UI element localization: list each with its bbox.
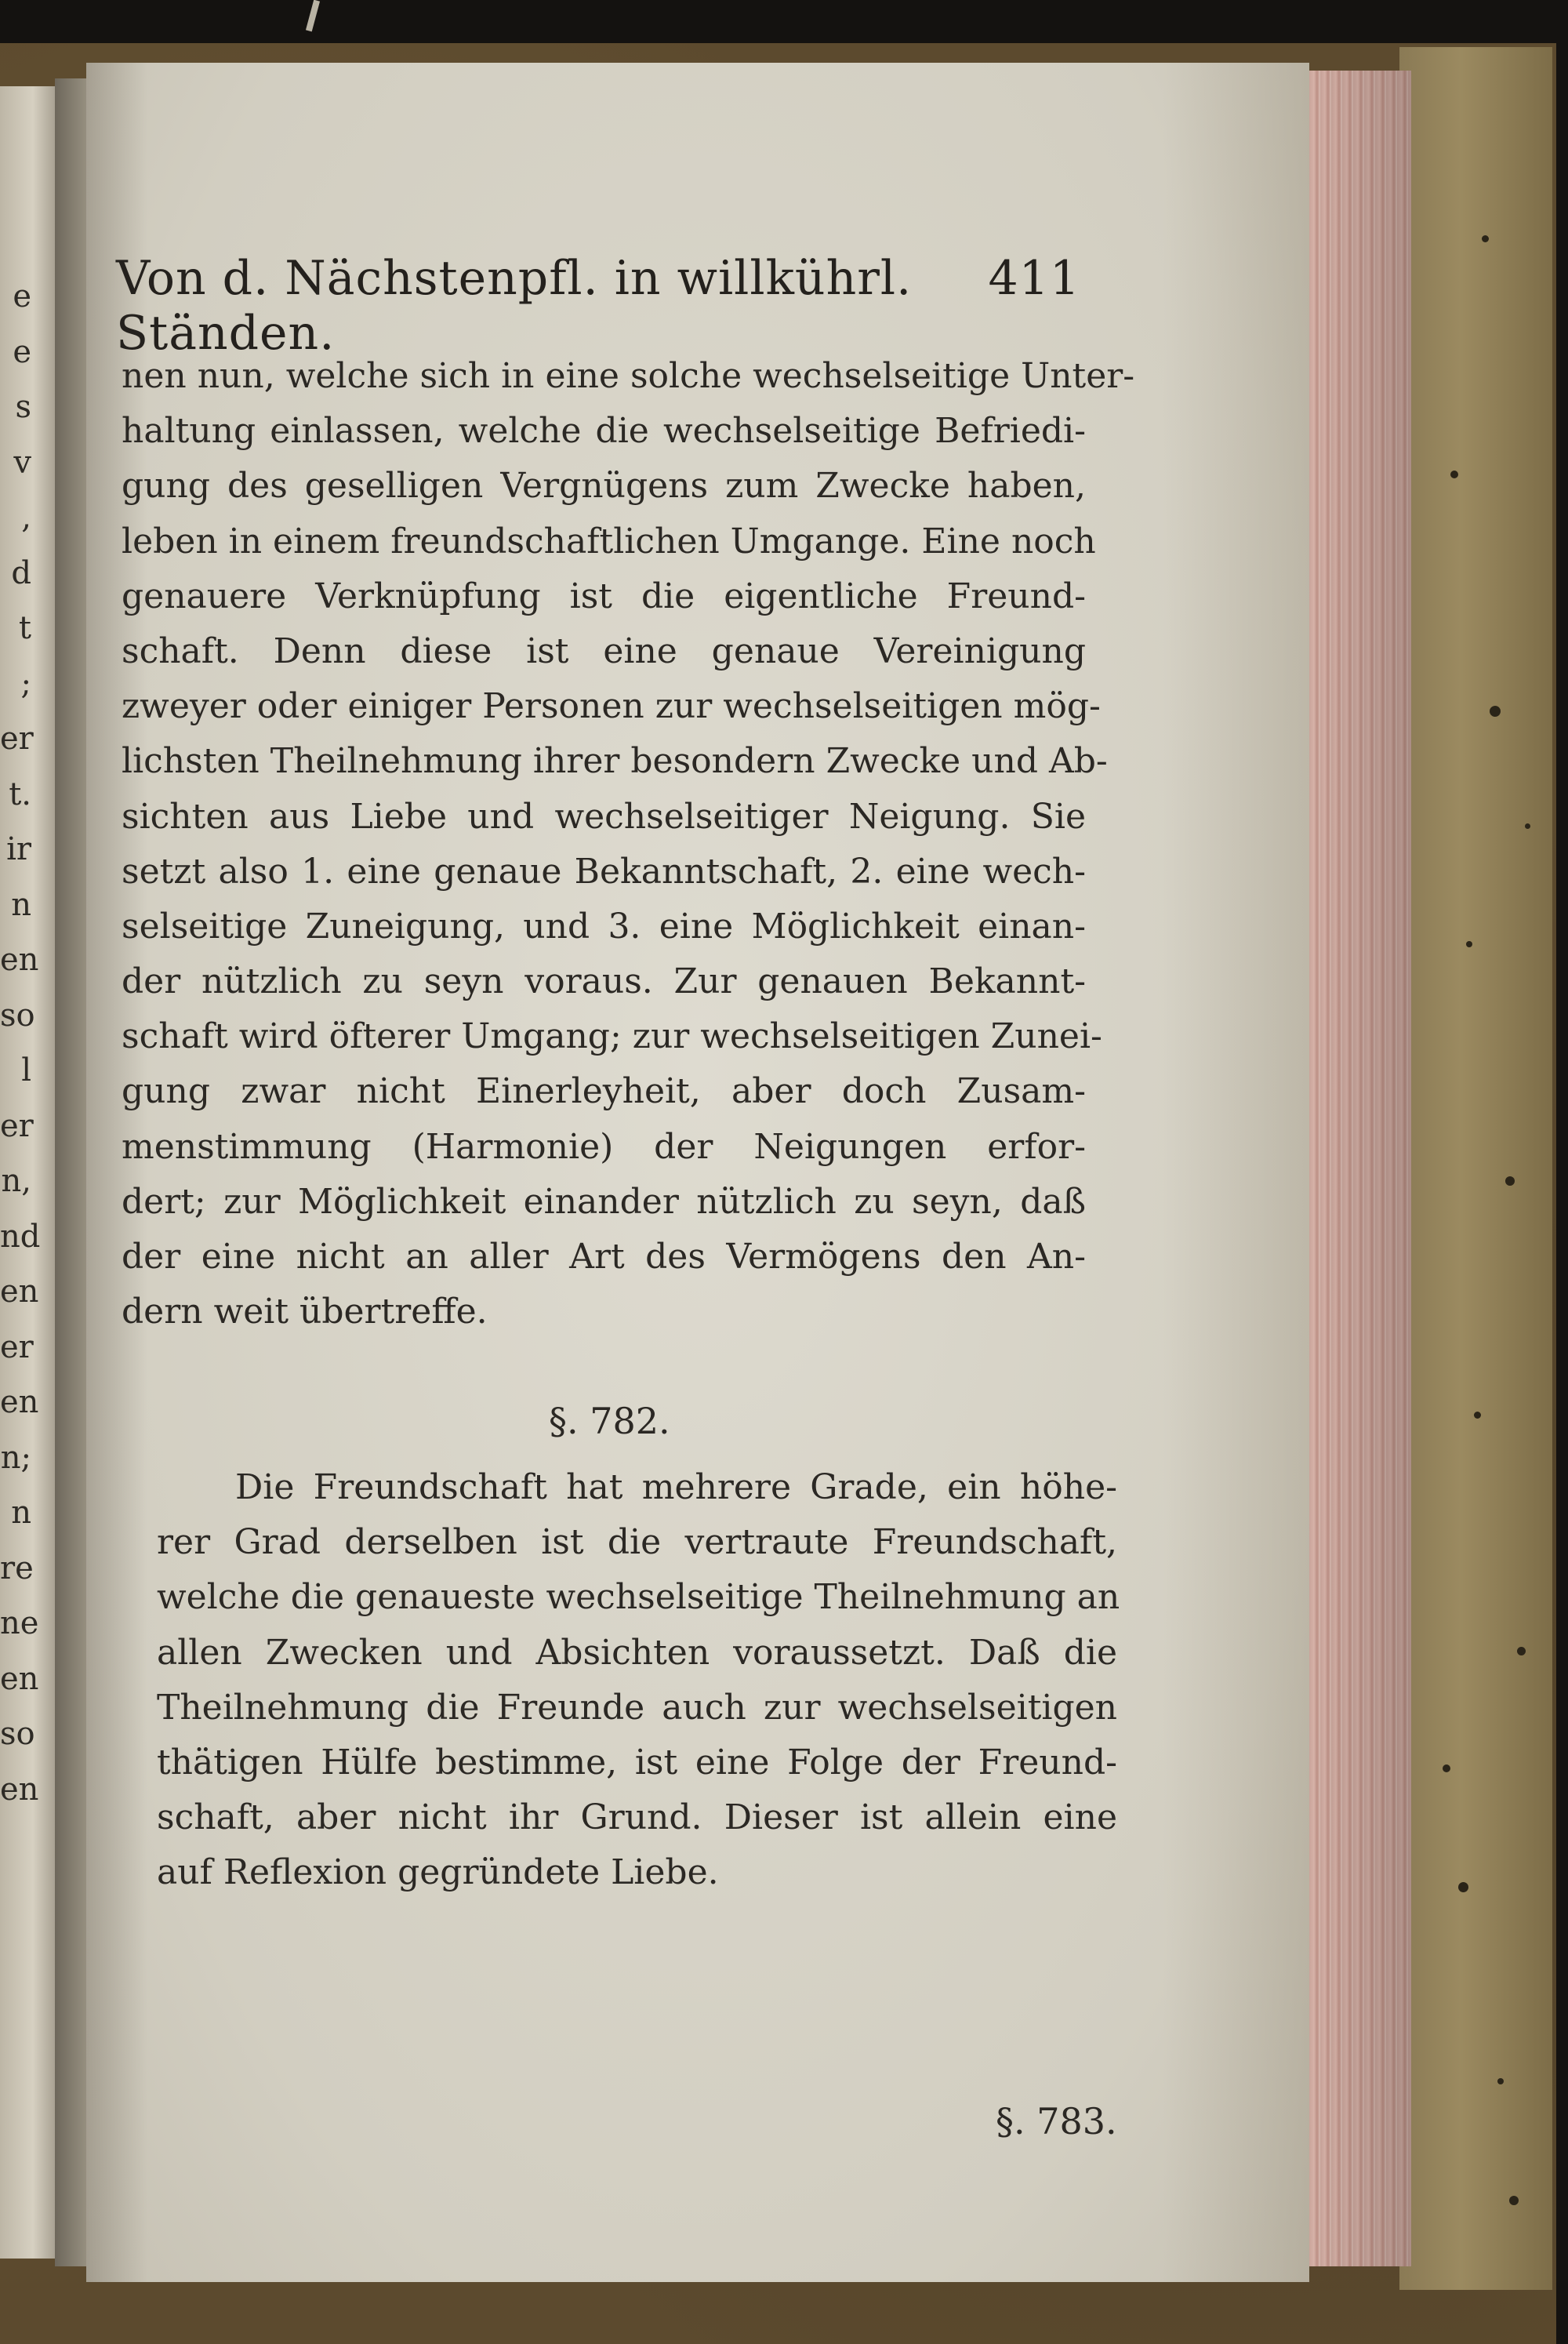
previous-page-text-fragment: nd: [0, 1218, 41, 1255]
text-line: der eine nicht an aller Art des Vermögens den An-: [122, 1237, 1086, 1277]
board-speck: [1505, 1176, 1515, 1186]
board-speck: [1497, 2078, 1504, 2084]
board-speck: [1482, 235, 1489, 242]
previous-page-text-fragment: n;: [0, 1439, 31, 1476]
previous-page-text-fragment: e: [13, 278, 31, 314]
previous-page-edge: [0, 86, 55, 2259]
text-line: genauere Verknüpfung ist die eigentliche Freund-: [122, 576, 1086, 616]
text-line: haltung einlassen, welche die wechselseitige Befriedi-: [122, 411, 1086, 452]
text-line: sichten aus Liebe und wechselseitiger Neigung. Sie: [122, 796, 1086, 837]
board-speck: [1458, 1882, 1468, 1892]
board-speck: [1517, 1647, 1526, 1655]
board-speck: [1474, 1412, 1481, 1419]
previous-page-text-fragment: en: [0, 1384, 39, 1420]
previous-page-text-fragment: t: [18, 610, 31, 646]
previous-page-text-fragment: v: [13, 444, 31, 481]
text-line: schaft wird öfterer Umgang; zur wechselseitigen Zunei-: [122, 1016, 1102, 1057]
previous-page-text-fragment: l: [21, 1052, 31, 1088]
text-line: schaft, aber nicht ihr Grund. Dieser ist allein eine: [157, 1797, 1117, 1838]
previous-page-text-fragment: en: [0, 1274, 39, 1310]
previous-page-text-fragment: en: [0, 1771, 39, 1808]
running-head-title: Von d. Nächstenpfl. in willkührl. Ständen.: [116, 251, 913, 361]
previous-page-text-fragment: ir: [6, 831, 31, 867]
text-line: zweyer oder einiger Personen zur wechselseitigen mög-: [122, 686, 1101, 727]
text-line: Die Freundschaft hat mehrere Grade, ein höhe-: [235, 1467, 1117, 1507]
previous-page-text-fragment: t.: [9, 776, 31, 812]
previous-page-text-fragment: er: [0, 721, 34, 757]
text-line: setzt also 1. eine genaue Bekanntschaft, 2. eine wech-: [122, 851, 1086, 892]
previous-page-text-fragment: so: [0, 997, 35, 1034]
previous-page-text-fragment: en: [0, 942, 39, 978]
text-line: auf Reflexion gegründete Liebe.: [157, 1852, 719, 1893]
section-text: [157, 1460, 1120, 1901]
previous-page-text-fragment: ;: [20, 665, 31, 702]
board-speck: [1509, 2196, 1519, 2205]
previous-page-text-fragment: d: [11, 554, 31, 591]
text-line: gung zwar nicht Einerleyheit, aber doch Zusam-: [122, 1071, 1086, 1112]
text-line: welche die genaueste wechselseitige Theilnehmung an: [157, 1577, 1120, 1618]
previous-page-text-fragment: er: [0, 1107, 34, 1144]
previous-page-text-fragment: ,: [21, 500, 31, 536]
text-line: selseitige Zuneigung, und 3. eine Möglichkeit einan-: [122, 906, 1086, 947]
body-text: [122, 349, 1135, 1339]
text-line: schaft. Denn diese ist eine genaue Vereinigung: [122, 631, 1086, 671]
previous-page-text-fragment: re: [0, 1550, 34, 1586]
text-line: Theilnehmung die Freunde auch zur wechselseitigen: [157, 1687, 1117, 1728]
previous-page-text-fragment: so: [0, 1716, 35, 1752]
previous-page-text-fragment: e: [13, 333, 31, 370]
ink-mark: [306, 0, 320, 31]
previous-page-text-fragment: s: [15, 389, 31, 425]
catchword: §. 783.: [996, 2100, 1117, 2142]
board-speck: [1525, 823, 1530, 829]
previous-page-text-fragment: n: [11, 1495, 31, 1531]
text-line: thätigen Hülfe bestimme, ist eine Folge der Freund-: [157, 1742, 1117, 1783]
text-line: allen Zwecken und Absichten voraussetzt. Daß die: [157, 1632, 1117, 1673]
board-speck: [1466, 941, 1472, 947]
previous-page-text-fragment: en: [0, 1660, 39, 1697]
text-line: menstimmung (Harmonie) der Neigungen erfor-: [122, 1126, 1086, 1167]
text-line: der nützlich zu seyn voraus. Zur genauen Bekannt-: [122, 961, 1086, 1002]
previous-page-text-fragment: ne: [0, 1605, 39, 1641]
text-line: nen nun, welche sich in eine solche wechselseitige Unter-: [122, 356, 1135, 396]
text-line: rer Grad derselben ist die vertraute Freundschaft,: [157, 1522, 1117, 1563]
running-head: [116, 251, 1080, 361]
book-board-edge: [1399, 47, 1552, 2290]
previous-page-text-fragment: n: [11, 886, 31, 923]
previous-page-text-fragment: n,: [1, 1163, 31, 1199]
text-line: gung des geselligen Vergnügens zum Zwecke haben,: [122, 466, 1086, 507]
board-speck: [1450, 471, 1458, 478]
board-speck: [1443, 1764, 1450, 1772]
previous-page-text-fragment: er: [0, 1328, 34, 1365]
text-line: dert; zur Möglichkeit einander nützlich zu seyn, daß: [122, 1181, 1086, 1222]
text-line: leben in einem freundschaftlichen Umgange. Eine noch: [122, 521, 1096, 561]
section-heading: §. 782.: [549, 1400, 670, 1442]
book-gutter: [55, 78, 90, 2266]
page-number: 411: [988, 251, 1080, 306]
text-line: dern weit übertreffe.: [122, 1292, 488, 1332]
board-speck: [1490, 706, 1501, 717]
text-line: lichsten Theilnehmung ihrer besondern Zwecke und Ab-: [122, 741, 1108, 782]
